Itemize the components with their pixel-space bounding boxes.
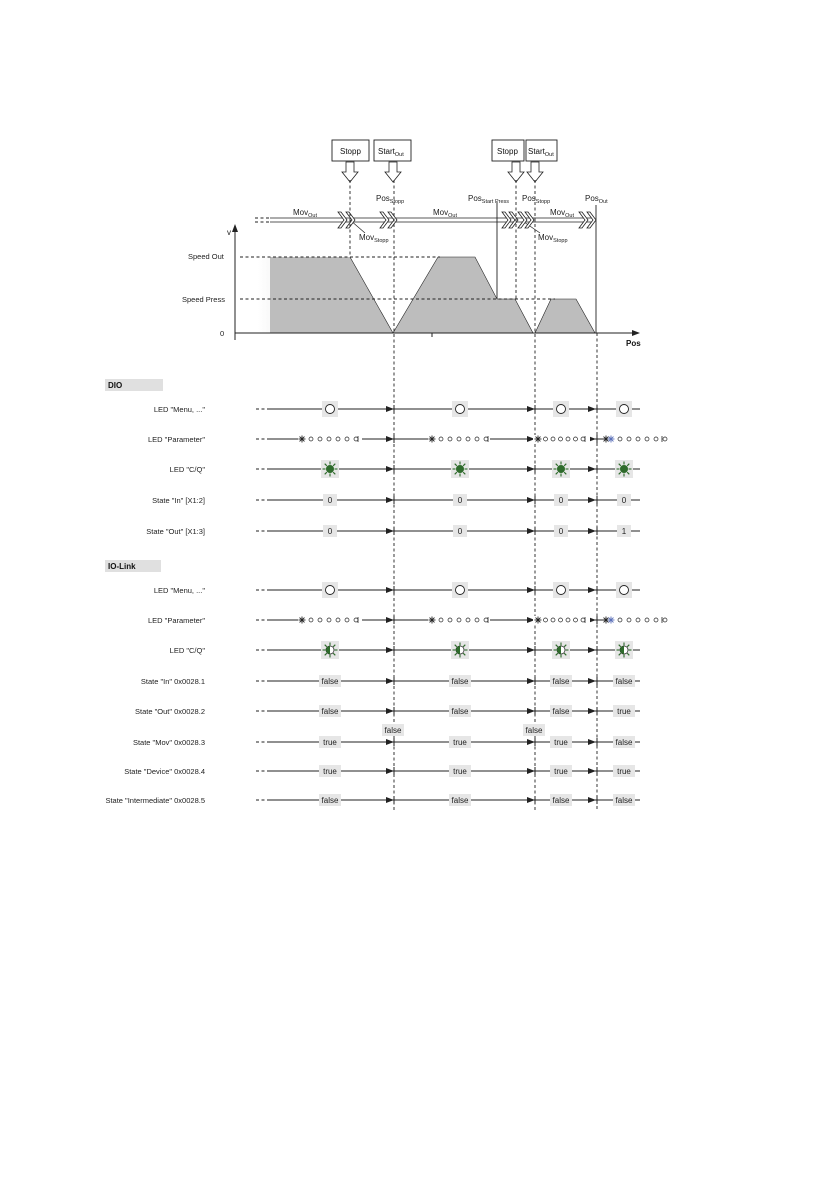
signal-arrow xyxy=(588,466,596,472)
led-flash-icon xyxy=(608,617,615,624)
parameter-dot-icon xyxy=(566,437,570,441)
signal-row xyxy=(154,582,640,598)
movement-labels xyxy=(293,208,574,244)
state-value: true xyxy=(323,738,337,747)
signal-arrow xyxy=(527,797,535,803)
signal-label: LED "Parameter" xyxy=(147,616,205,625)
parameter-dot-icon xyxy=(309,437,313,441)
iolink-section xyxy=(105,560,161,572)
led-flash-icon xyxy=(429,436,436,443)
pos-stopp-label-1: Pos$_{Stopp}$ xyxy=(376,194,405,205)
state-value: false xyxy=(451,677,469,686)
parameter-dot-icon xyxy=(466,618,470,622)
parameter-dot-icon xyxy=(544,618,548,622)
parameter-dot-icon xyxy=(636,618,640,622)
state-transition-value: false xyxy=(525,726,543,735)
signal-arrow xyxy=(588,497,596,503)
signal-arrow xyxy=(386,466,394,472)
led-off-icon xyxy=(456,586,465,595)
led-off-icon xyxy=(326,405,335,414)
signal-arrow xyxy=(527,739,535,745)
signal-row xyxy=(133,724,640,748)
signal-rows xyxy=(105,401,667,806)
state-value: false xyxy=(615,677,633,686)
dio-section xyxy=(105,379,163,391)
parameter-dot-icon xyxy=(457,437,461,441)
signal-arrow xyxy=(386,797,394,803)
state-value: true xyxy=(323,767,337,776)
stopp-box-2: Stopp xyxy=(497,147,518,156)
parameter-dot-icon xyxy=(448,618,452,622)
signal-arrow xyxy=(588,528,596,534)
signal-label: LED "Menu, ..." xyxy=(153,586,205,595)
signal-row xyxy=(146,525,640,537)
led-flash-icon xyxy=(535,436,542,443)
trigger-arrow-2 xyxy=(385,162,401,182)
signal-row xyxy=(152,494,640,506)
signal-arrow xyxy=(527,406,535,412)
pos-out-label: Pos$_{Out}$ xyxy=(585,194,608,205)
signal-arrow xyxy=(527,587,535,593)
parameter-dot-icon xyxy=(566,618,570,622)
led-blinking-icon xyxy=(554,643,569,658)
parameter-dot-icon xyxy=(439,437,443,441)
signal-row xyxy=(170,641,640,659)
signal-arrow xyxy=(527,708,535,714)
pos-start-press-label: Pos$_{Start Press}$ xyxy=(468,194,509,205)
parameter-dot-icon xyxy=(484,437,488,441)
signal-row xyxy=(135,705,640,717)
signal-label: State "In" 0x0028.1 xyxy=(140,677,205,686)
signal-label: State "Device" 0x0028.4 xyxy=(124,767,205,776)
mov-stopp-label-2: Mov$_{Stopp}$ xyxy=(538,233,568,244)
iolink-header: IO-Link xyxy=(108,562,136,571)
parameter-dot-icon xyxy=(627,437,631,441)
led-off-icon xyxy=(456,405,465,414)
led-on-icon xyxy=(453,462,468,477)
state-value: false xyxy=(552,677,570,686)
led-off-icon xyxy=(557,586,566,595)
trigger-boxes xyxy=(332,140,557,161)
signal-row xyxy=(148,435,667,444)
signal-label: State "Intermediate" 0x0028.5 xyxy=(105,796,205,805)
trigger-arrow-4 xyxy=(527,162,543,182)
signal-arrow xyxy=(588,678,596,684)
led-blinking-icon xyxy=(617,643,632,658)
state-value: 0 xyxy=(558,527,564,536)
signal-arrow xyxy=(386,528,394,534)
parameter-dot-icon xyxy=(645,618,649,622)
parameter-dot-icon xyxy=(627,618,631,622)
x-axis-label: Pos xyxy=(626,339,641,348)
parameter-dot-icon xyxy=(559,618,563,622)
dio-header: DIO xyxy=(108,381,123,390)
signal-arrow xyxy=(588,587,596,593)
signal-label: LED "C/Q" xyxy=(169,465,205,474)
led-flash-icon xyxy=(299,436,306,443)
parameter-dot-icon xyxy=(654,618,658,622)
state-value: false xyxy=(451,796,469,805)
led-flash-icon xyxy=(535,617,542,624)
trigger-arrow-1 xyxy=(342,162,358,182)
position-labels xyxy=(376,194,608,205)
start-out-box-2: Start$_{Out}$ xyxy=(528,147,554,158)
state-value: 0 xyxy=(457,496,463,505)
parameter-dot-icon xyxy=(544,437,548,441)
signal-arrow xyxy=(588,708,596,714)
led-flash-icon xyxy=(429,617,436,624)
state-value: false xyxy=(615,738,633,747)
signal-arrow xyxy=(386,406,394,412)
parameter-dot-icon xyxy=(618,437,622,441)
parameter-dot-icon xyxy=(345,437,349,441)
pos-stopp-label-2: Pos$_{Stopp}$ xyxy=(522,194,551,205)
velocity-area-3 xyxy=(535,299,595,333)
movement-chevron-3 xyxy=(380,212,389,228)
parameter-dot-icon xyxy=(484,618,488,622)
movement-chevron-9 xyxy=(579,212,588,228)
signal-arrow xyxy=(386,617,394,623)
signal-row xyxy=(154,401,640,417)
signal-arrow xyxy=(588,647,596,653)
led-flash-icon xyxy=(299,617,306,624)
parameter-dot-icon xyxy=(551,437,555,441)
led-off-icon xyxy=(326,586,335,595)
state-value: 0 xyxy=(558,496,564,505)
trigger-arrow-3 xyxy=(508,162,524,182)
led-on-icon xyxy=(323,462,338,477)
signal-label: State "Out" [X1:3] xyxy=(146,527,205,536)
signal-label: State "In" [X1:2] xyxy=(152,496,205,505)
movement-chevron-1 xyxy=(338,212,347,228)
led-blinking-icon xyxy=(323,643,338,658)
signal-arrow xyxy=(527,768,535,774)
signal-arrow xyxy=(588,406,596,412)
mov-out-label-1: Mov$_{Out}$ xyxy=(293,208,317,219)
speed-out-label: Speed Out xyxy=(188,252,224,261)
signal-label: State "Mov" 0x0028.3 xyxy=(132,738,205,747)
signal-row xyxy=(141,675,640,687)
signal-arrow xyxy=(386,708,394,714)
parameter-dot-icon xyxy=(318,437,322,441)
y-axis-label: v xyxy=(227,228,231,237)
signal-row xyxy=(105,794,640,806)
led-off-icon xyxy=(620,405,629,414)
trigger-arrows xyxy=(342,162,543,182)
state-value: 0 xyxy=(327,496,333,505)
parameter-dot-icon xyxy=(663,618,667,622)
parameter-dot-icon xyxy=(354,618,358,622)
state-value: true xyxy=(617,707,631,716)
parameter-dot-icon xyxy=(475,618,479,622)
state-value: false xyxy=(552,707,570,716)
led-blinking-icon xyxy=(453,643,468,658)
signal-arrow xyxy=(386,768,394,774)
parameter-dot-icon xyxy=(654,437,658,441)
signal-arrow xyxy=(588,739,596,745)
mov-out-label-3: Mov$_{Out}$ xyxy=(550,208,574,219)
state-value: 0 xyxy=(621,496,627,505)
signal-arrow xyxy=(386,647,394,653)
movement-chevron-7 xyxy=(518,212,527,228)
state-value: false xyxy=(615,796,633,805)
state-value: true xyxy=(617,767,631,776)
led-off-icon xyxy=(620,586,629,595)
state-value: 0 xyxy=(457,527,463,536)
parameter-dot-icon xyxy=(354,437,358,441)
parameter-dot-icon xyxy=(345,618,349,622)
signal-arrow xyxy=(386,436,394,442)
stopp-box-1: Stopp xyxy=(340,147,361,156)
parameter-dot-icon xyxy=(457,618,461,622)
signal-row xyxy=(124,765,640,777)
parameter-dot-icon xyxy=(327,437,331,441)
signal-row xyxy=(170,460,640,478)
velocity-chart xyxy=(182,202,641,348)
parameter-dot-icon xyxy=(645,437,649,441)
parameter-dot-icon xyxy=(318,618,322,622)
state-value: true xyxy=(453,767,467,776)
mov-out-label-2: Mov$_{Out}$ xyxy=(433,208,457,219)
signal-arrow xyxy=(527,647,535,653)
parameter-dot-icon xyxy=(327,618,331,622)
mov-stopp-label-1: Mov$_{Stopp}$ xyxy=(359,233,389,244)
parameter-dot-icon xyxy=(336,618,340,622)
led-on-icon xyxy=(554,462,569,477)
state-transition-value: false xyxy=(384,726,402,735)
parameter-dot-icon xyxy=(448,437,452,441)
led-off-icon xyxy=(557,405,566,414)
parameter-dot-icon xyxy=(618,618,622,622)
velocity-area-2 xyxy=(393,257,533,333)
parameter-dot-icon xyxy=(574,618,578,622)
state-value: false xyxy=(321,677,339,686)
parameter-dot-icon xyxy=(581,618,585,622)
state-value: true xyxy=(554,767,568,776)
signal-label: State "Out" 0x0028.2 xyxy=(135,707,205,716)
state-value: true xyxy=(554,738,568,747)
start-out-box-1: Start$_{Out}$ xyxy=(378,147,404,158)
state-value: false xyxy=(321,707,339,716)
signal-arrow xyxy=(588,768,596,774)
parameter-dot-icon xyxy=(309,618,313,622)
state-value: false xyxy=(552,796,570,805)
state-value: true xyxy=(453,738,467,747)
parameter-dot-icon xyxy=(636,437,640,441)
signal-arrow xyxy=(527,497,535,503)
parameter-dot-icon xyxy=(663,437,667,441)
state-value: false xyxy=(321,796,339,805)
parameter-dot-icon xyxy=(466,437,470,441)
signal-arrow xyxy=(527,528,535,534)
signal-label: LED "C/Q" xyxy=(169,646,205,655)
signal-arrow xyxy=(527,678,535,684)
signal-row xyxy=(148,616,667,625)
signal-arrow xyxy=(588,797,596,803)
signal-label: LED "Parameter" xyxy=(147,435,205,444)
signal-label: LED "Menu, ..." xyxy=(153,405,205,414)
parameter-dot-icon xyxy=(574,437,578,441)
zero-label: 0 xyxy=(220,329,225,338)
movement-chevron-5 xyxy=(502,212,511,228)
parameter-dot-icon xyxy=(559,437,563,441)
speed-press-label: Speed Press xyxy=(182,295,225,304)
led-flash-icon xyxy=(608,436,615,443)
state-value: 0 xyxy=(327,527,333,536)
signal-arrow xyxy=(386,739,394,745)
signal-arrow xyxy=(386,587,394,593)
state-value: 1 xyxy=(621,527,627,536)
signal-arrow xyxy=(527,466,535,472)
parameter-dot-icon xyxy=(475,437,479,441)
parameter-dot-icon xyxy=(581,437,585,441)
state-value: false xyxy=(451,707,469,716)
led-on-icon xyxy=(617,462,632,477)
parameter-dot-icon xyxy=(336,437,340,441)
parameter-dot-icon xyxy=(551,618,555,622)
signal-arrow xyxy=(386,497,394,503)
signal-arrow xyxy=(386,678,394,684)
parameter-dot-icon xyxy=(439,618,443,622)
